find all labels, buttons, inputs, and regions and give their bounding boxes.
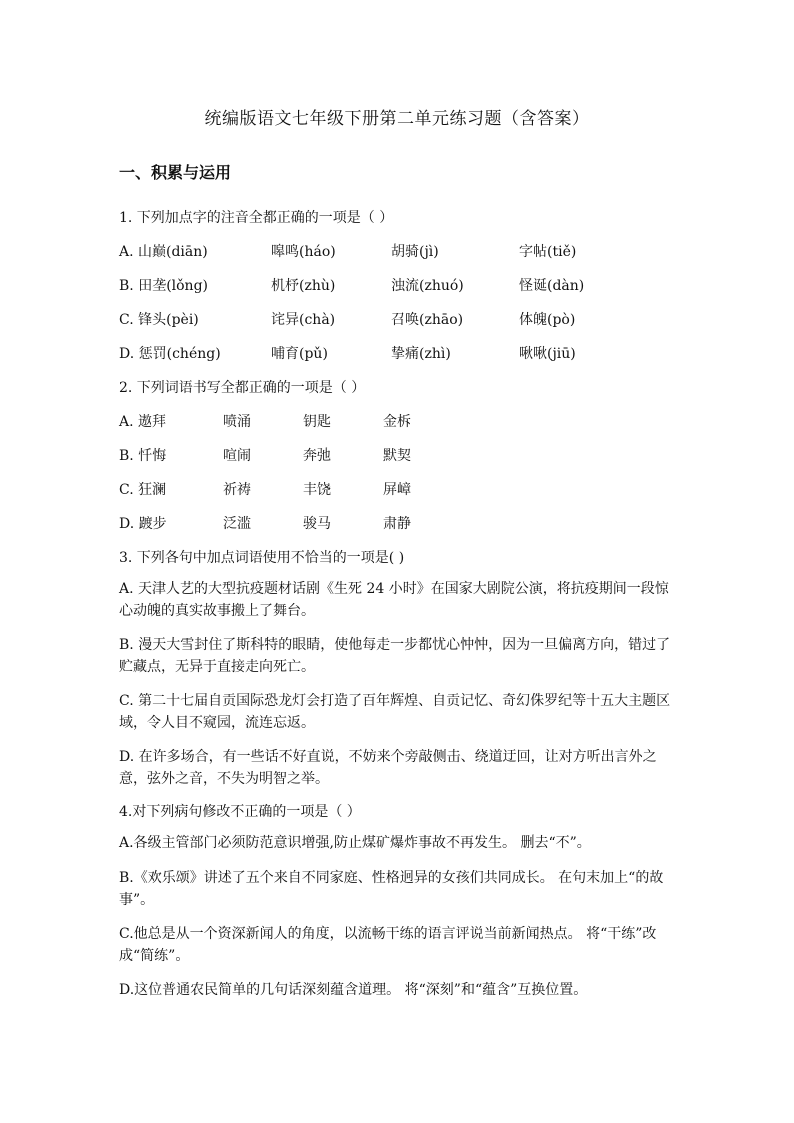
option-cell: 肃静 xyxy=(383,516,411,532)
question-4-stem: 4.对下列病句修改不正确的一项是（ ） xyxy=(119,804,361,820)
option-cell: 丰饶 xyxy=(303,482,331,498)
question-3-option-b: B. 漫天大雪封住了斯科特的眼睛，使他每走一步都忧心忡忡，因为一旦偏离方向，错过了贮藏点，无异于直接走向死亡。 xyxy=(119,637,671,675)
question-3-option-a: A. 天津人艺的大型抗疫题材话剧《生死 24 小时》在国家大剧院公演，将抗疫期间一段惊心动魄的真实故事搬上了舞台。 xyxy=(119,581,669,619)
option-cell: C. 锋头(pèi) xyxy=(119,312,199,328)
option-cell: 屏嶂 xyxy=(383,482,411,498)
question-4-option-a: A.各级主管部门必须防范意识增强,防止煤矿爆炸事故不再发生。 删去“不”。 xyxy=(119,835,591,851)
option-cell: B. 田垄(lǒng) xyxy=(119,278,208,294)
option-cell: 钥匙 xyxy=(303,414,331,430)
option-cell: 浊流(zhuó) xyxy=(391,278,464,294)
option-cell: 体魄(pò) xyxy=(519,312,576,328)
option-cell: A. 山巅(diān) xyxy=(119,244,208,260)
question-3-option-d: D. 在许多场合，有一些话不好直说，不妨来个旁敲侧击、绕道迂回，让对方听出言外之意，弦外之音，不失为明智之举。 xyxy=(119,749,657,787)
document-title: 统编版语文七年级下册第二单元练习题（含答案） xyxy=(204,109,590,129)
question-4-option-b: B.《欢乐颂》讲述了五个来自不同家庭、性格迥异的女孩们共同成长。 在句末加上“的故事”。 xyxy=(119,870,664,908)
option-cell: B. 忏悔 xyxy=(119,448,167,464)
option-cell: 诧异(chà) xyxy=(271,312,336,328)
option-cell: 胡骑(jì) xyxy=(391,244,439,260)
question-2-stem: 2. 下列词语书写全都正确的一项是（ ） xyxy=(119,380,366,396)
option-cell: 嗥鸣(háo) xyxy=(271,244,336,260)
question-4-option-d: D.这位普通农民简单的几句话深刻蕴含道理。 将“深刻”和“蕴含”互换位置。 xyxy=(119,982,588,998)
option-cell: D. 踱步 xyxy=(119,516,167,532)
option-cell: 骏马 xyxy=(303,516,331,532)
option-cell: 字帖(tiě) xyxy=(519,244,577,260)
question-3-option-c: C. 第二十七届自贡国际恐龙灯会打造了百年辉煌、自贡记忆、奇幻侏罗纪等十五大主题区域，令人目不窥园，流连忘返。 xyxy=(119,693,671,731)
option-cell: 金柝 xyxy=(383,414,411,430)
option-cell: 机杼(zhù) xyxy=(271,278,336,294)
option-cell: 怪诞(dàn) xyxy=(519,278,585,294)
question-1-stem: 1. 下列加点字的注音全都正确的一项是（ ） xyxy=(119,210,394,226)
option-cell: 召唤(zhāo) xyxy=(391,312,464,328)
question-3-stem: 3. 下列各句中加点词语使用不恰当的一项是( ) xyxy=(119,550,405,566)
option-cell: C. 狂澜 xyxy=(119,482,167,498)
option-cell: 哺育(pǔ) xyxy=(271,346,328,362)
option-cell: 喧闹 xyxy=(223,448,251,464)
question-4-option-c: C.他总是从一个资深新闻人的角度，以流畅干练的语言评说当前新闻热点。 将“干练”改成“简练”。 xyxy=(119,926,657,964)
option-cell: 泛滥 xyxy=(223,516,251,532)
option-cell: D. 惩罚(chéng) xyxy=(119,346,221,362)
option-cell: 喷涌 xyxy=(223,414,251,430)
option-cell: A. 遨拜 xyxy=(119,414,167,430)
option-cell: 奔弛 xyxy=(303,448,331,464)
option-cell: 默契 xyxy=(383,448,411,464)
section-heading: 一、积累与运用 xyxy=(119,163,232,182)
option-cell: 祈祷 xyxy=(223,482,251,498)
option-cell: 啾啾(jiū) xyxy=(519,346,576,362)
option-cell: 挚痛(zhì) xyxy=(391,346,451,362)
